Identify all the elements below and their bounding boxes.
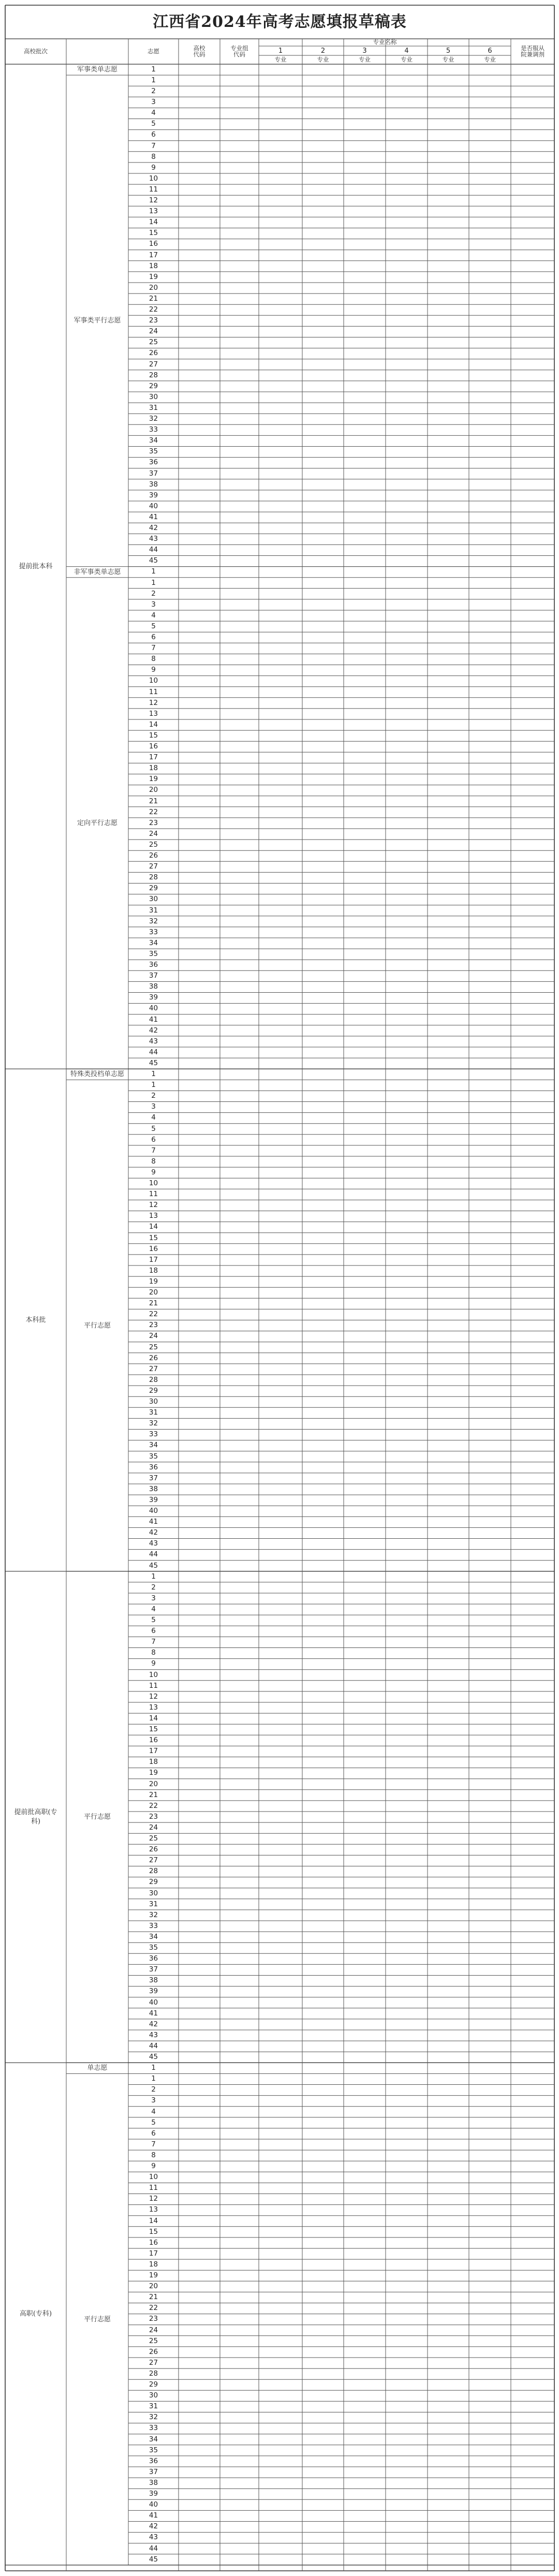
row-number: 1 xyxy=(151,1070,156,1078)
row-number: 32 xyxy=(149,1910,158,1919)
row-number: 16 xyxy=(149,240,158,248)
row-number: 25 xyxy=(149,1834,158,1843)
row-number: 5 xyxy=(151,2118,156,2127)
row-number: 9 xyxy=(151,1659,156,1668)
row-number: 14 xyxy=(149,1223,158,1231)
row-number: 8 xyxy=(151,655,156,664)
row-number: 35 xyxy=(149,1944,158,1952)
row-number: 23 xyxy=(149,2315,158,2323)
row-number: 39 xyxy=(149,1987,158,1996)
row-number: 35 xyxy=(149,949,158,958)
header-major-group-code xyxy=(220,43,259,61)
row-number: 27 xyxy=(149,862,158,871)
row-number: 35 xyxy=(149,447,158,456)
row-number: 22 xyxy=(149,807,158,816)
row-number: 28 xyxy=(149,1375,158,1384)
row-number: 22 xyxy=(149,2304,158,2313)
row-number: 18 xyxy=(149,1758,158,1767)
row-number: 25 xyxy=(149,840,158,849)
row-number: 45 xyxy=(149,2555,158,2564)
header-major-name: 专业名称 xyxy=(373,38,397,46)
row-number: 37 xyxy=(149,469,158,478)
row-number: 19 xyxy=(149,1769,158,1777)
row-number: 43 xyxy=(149,1539,158,1548)
row-number: 38 xyxy=(149,1976,158,1985)
row-number: 13 xyxy=(149,709,158,718)
row-number: 2 xyxy=(151,1092,156,1100)
row-number: 44 xyxy=(149,2544,158,2553)
row-number: 6 xyxy=(151,1627,156,1636)
row-number: 39 xyxy=(149,491,158,499)
row-number: 36 xyxy=(149,1463,158,1471)
row-number: 36 xyxy=(149,2456,158,2465)
row-number: 29 xyxy=(149,1878,158,1887)
row-number: 18 xyxy=(149,2260,158,2269)
row-number: 45 xyxy=(149,1058,158,1067)
row-number: 3 xyxy=(151,98,156,107)
row-number: 2 xyxy=(151,589,156,598)
row-number: 26 xyxy=(149,1353,158,1362)
row-number: 28 xyxy=(149,2369,158,2378)
row-number: 36 xyxy=(149,458,158,467)
row-number: 44 xyxy=(149,546,158,554)
row-number: 10 xyxy=(149,676,158,685)
row-number: 30 xyxy=(149,392,158,401)
row-number: 17 xyxy=(149,251,158,259)
header-school-code xyxy=(179,43,219,61)
row-number: 40 xyxy=(149,502,158,510)
row-number: 24 xyxy=(149,327,158,336)
row-number: 39 xyxy=(149,1495,158,1504)
row-number: 12 xyxy=(149,698,158,707)
row-number: 28 xyxy=(149,873,158,882)
major-number-5: 5 xyxy=(446,47,451,55)
row-number: 31 xyxy=(149,1900,158,1908)
row-number: 30 xyxy=(149,2391,158,2400)
row-number: 10 xyxy=(149,1670,158,1679)
row-number: 23 xyxy=(149,1321,158,1330)
row-number: 2 xyxy=(151,1583,156,1592)
row-number: 31 xyxy=(149,403,158,412)
single-volunteer-label: 单志愿 xyxy=(87,2064,108,2072)
header-volunteer: 志愿 xyxy=(148,47,159,55)
row-number: 9 xyxy=(151,2162,156,2170)
row-number: 39 xyxy=(149,2490,158,2498)
row-number: 8 xyxy=(151,1648,156,1657)
row-number: 13 xyxy=(149,207,158,216)
row-number: 10 xyxy=(149,2173,158,2182)
row-number: 5 xyxy=(151,1616,156,1624)
row-number: 42 xyxy=(149,524,158,532)
row-number: 8 xyxy=(151,1157,156,1166)
row-number: 41 xyxy=(149,512,158,521)
major-number-3: 3 xyxy=(362,47,367,55)
major-sub-label: 专业 xyxy=(401,55,413,63)
row-number: 43 xyxy=(149,2533,158,2542)
row-number: 17 xyxy=(149,753,158,762)
row-number: 22 xyxy=(149,305,158,314)
row-number: 36 xyxy=(149,961,158,969)
row-number: 16 xyxy=(149,1736,158,1745)
row-number: 38 xyxy=(149,2478,158,2487)
row-number: 40 xyxy=(149,1004,158,1013)
row-number: 41 xyxy=(149,1015,158,1024)
row-number: 34 xyxy=(149,938,158,947)
row-number: 19 xyxy=(149,1277,158,1286)
row-number: 27 xyxy=(149,2358,158,2367)
row-number: 12 xyxy=(149,196,158,204)
row-number: 31 xyxy=(149,906,158,915)
row-number: 18 xyxy=(149,1266,158,1275)
row-number: 29 xyxy=(149,2380,158,2389)
row-number: 5 xyxy=(151,1124,156,1133)
row-number: 23 xyxy=(149,1812,158,1821)
row-number: 3 xyxy=(151,1102,156,1111)
row-number: 33 xyxy=(149,1430,158,1439)
row-number: 26 xyxy=(149,1845,158,1854)
row-number: 26 xyxy=(149,349,158,358)
row-number: 38 xyxy=(149,1484,158,1493)
row-number: 4 xyxy=(151,611,156,620)
single-volunteer-label: 军事类单志愿 xyxy=(77,66,117,74)
row-number: 43 xyxy=(149,1037,158,1046)
row-number: 11 xyxy=(149,687,158,696)
row-number: 18 xyxy=(149,764,158,773)
row-number: 42 xyxy=(149,2020,158,2028)
row-number: 24 xyxy=(149,2325,158,2334)
row-number: 32 xyxy=(149,1419,158,1428)
parallel-volunteer-label: 平行志愿 xyxy=(83,1321,111,1330)
row-number: 20 xyxy=(149,1288,158,1297)
header-text-line: 是否服从 xyxy=(521,45,545,52)
row-number: 29 xyxy=(149,1386,158,1395)
row-number: 21 xyxy=(149,1790,158,1799)
row-number: 17 xyxy=(149,1255,158,1264)
single-volunteer-label: 特殊类投档单志愿 xyxy=(70,1070,124,1079)
row-number: 19 xyxy=(149,775,158,784)
row-number: 11 xyxy=(149,1681,158,1690)
row-number: 32 xyxy=(149,415,158,423)
row-number: 12 xyxy=(149,1201,158,1210)
row-number: 1 xyxy=(151,65,156,73)
row-number: 34 xyxy=(149,1441,158,1450)
row-number: 41 xyxy=(149,2511,158,2520)
major-sub-label: 专业 xyxy=(359,55,371,63)
row-number: 4 xyxy=(151,2107,156,2116)
row-number: 30 xyxy=(149,895,158,904)
row-number: 12 xyxy=(149,2195,158,2203)
row-number: 10 xyxy=(149,174,158,183)
row-number: 10 xyxy=(149,1179,158,1187)
single-volunteer-label: 非军事类单志愿 xyxy=(73,568,121,576)
row-number: 16 xyxy=(149,2238,158,2247)
row-number: 33 xyxy=(149,1921,158,1930)
row-number: 37 xyxy=(149,1474,158,1482)
row-number: 19 xyxy=(149,2271,158,2279)
row-number: 33 xyxy=(149,928,158,936)
batch-label: 提前批高职(专科) xyxy=(14,1808,57,1826)
row-number: 42 xyxy=(149,1026,158,1035)
row-number: 5 xyxy=(151,120,156,128)
batch-label: 高职(专科) xyxy=(19,2309,52,2318)
row-number: 1 xyxy=(151,1081,156,1090)
row-number: 15 xyxy=(149,2227,158,2236)
row-number: 15 xyxy=(149,229,158,238)
row-number: 6 xyxy=(151,633,156,641)
row-number: 43 xyxy=(149,2030,158,2039)
row-number: 24 xyxy=(149,829,158,838)
row-number: 3 xyxy=(151,1594,156,1602)
row-number: 20 xyxy=(149,2282,158,2291)
row-number: 12 xyxy=(149,1692,158,1701)
parallel-volunteer-label: 平行志愿 xyxy=(83,1813,111,1821)
row-number: 33 xyxy=(149,2424,158,2433)
row-number: 11 xyxy=(149,2184,158,2192)
row-number: 14 xyxy=(149,218,158,227)
row-number: 22 xyxy=(149,1801,158,1810)
row-number: 7 xyxy=(151,1146,156,1155)
row-number: 1 xyxy=(151,567,156,576)
row-number: 34 xyxy=(149,2435,158,2443)
row-number: 34 xyxy=(149,436,158,445)
row-number: 1 xyxy=(151,76,156,84)
row-number: 40 xyxy=(149,1998,158,2007)
row-number: 45 xyxy=(149,1561,158,1570)
row-number: 40 xyxy=(149,1507,158,1515)
row-number: 2 xyxy=(151,87,156,95)
major-sub-label: 专业 xyxy=(484,55,496,63)
batch-label: 本科批 xyxy=(25,1316,46,1324)
row-number: 13 xyxy=(149,1703,158,1712)
row-number: 14 xyxy=(149,1714,158,1723)
major-sub-label: 专业 xyxy=(317,55,329,63)
row-number: 27 xyxy=(149,1856,158,1865)
row-number: 1 xyxy=(151,2074,156,2083)
header-text-line: 专业组 xyxy=(230,45,248,52)
row-number: 35 xyxy=(149,1452,158,1461)
major-number-6: 6 xyxy=(488,47,492,55)
row-number: 7 xyxy=(151,2140,156,2148)
form-title: 江西省2024年高考志愿填报草稿表 xyxy=(153,12,407,31)
row-number: 9 xyxy=(151,1168,156,1176)
row-number: 11 xyxy=(149,1190,158,1199)
row-number: 8 xyxy=(151,152,156,161)
row-number: 27 xyxy=(149,360,158,369)
row-number: 30 xyxy=(149,1397,158,1406)
row-number: 41 xyxy=(149,2009,158,2018)
row-number: 7 xyxy=(151,1638,156,1646)
row-number: 25 xyxy=(149,338,158,347)
row-number: 44 xyxy=(149,1048,158,1056)
row-number: 29 xyxy=(149,381,158,390)
row-number: 35 xyxy=(149,2446,158,2454)
header-batch: 高校批次 xyxy=(24,47,48,55)
row-number: 1 xyxy=(151,1572,156,1581)
row-number: 24 xyxy=(149,1823,158,1832)
row-number: 32 xyxy=(149,2413,158,2422)
parallel-volunteer-label: 军事类平行志愿 xyxy=(73,317,121,325)
row-number: 31 xyxy=(149,1408,158,1417)
row-number: 25 xyxy=(149,2336,158,2345)
parallel-volunteer-label: 定向平行志愿 xyxy=(77,819,117,827)
row-number: 29 xyxy=(149,884,158,893)
row-number: 38 xyxy=(149,982,158,991)
header-text-line: 代码 xyxy=(193,50,205,58)
major-sub-label: 专业 xyxy=(442,55,454,63)
row-number: 19 xyxy=(149,272,158,281)
row-number: 15 xyxy=(149,731,158,740)
row-number: 9 xyxy=(151,163,156,172)
row-number: 45 xyxy=(149,556,158,565)
row-number: 26 xyxy=(149,851,158,860)
row-number: 14 xyxy=(149,720,158,729)
row-number: 28 xyxy=(149,1867,158,1876)
row-number: 36 xyxy=(149,1954,158,1963)
row-number: 16 xyxy=(149,742,158,750)
row-number: 16 xyxy=(149,1244,158,1253)
row-number: 3 xyxy=(151,2096,156,2105)
row-number: 41 xyxy=(149,1518,158,1526)
row-number: 27 xyxy=(149,1364,158,1373)
row-number: 11 xyxy=(149,185,158,194)
row-number: 4 xyxy=(151,1605,156,1613)
row-number: 15 xyxy=(149,1233,158,1242)
row-number: 2 xyxy=(151,2085,156,2094)
row-number: 45 xyxy=(149,2053,158,2061)
row-number: 42 xyxy=(149,1528,158,1537)
row-number: 5 xyxy=(151,622,156,630)
row-number: 42 xyxy=(149,2522,158,2531)
row-number: 20 xyxy=(149,283,158,292)
row-number: 8 xyxy=(151,2151,156,2159)
header-adjust xyxy=(511,41,554,62)
row-number: 38 xyxy=(149,480,158,489)
row-number: 9 xyxy=(151,666,156,674)
row-number: 6 xyxy=(151,1135,156,1144)
header-text-line: 代码 xyxy=(233,50,245,58)
row-number: 3 xyxy=(151,600,156,609)
row-number: 32 xyxy=(149,917,158,925)
row-number: 14 xyxy=(149,2216,158,2225)
row-number: 13 xyxy=(149,1212,158,1220)
row-number: 33 xyxy=(149,425,158,434)
row-number: 1 xyxy=(151,2064,156,2072)
row-number: 15 xyxy=(149,1725,158,1733)
row-number: 4 xyxy=(151,109,156,117)
parallel-volunteer-label: 平行志愿 xyxy=(83,2315,111,2323)
batch-label: 提前批本科 xyxy=(19,562,53,570)
row-number: 23 xyxy=(149,316,158,325)
major-number-2: 2 xyxy=(320,47,326,55)
row-number: 22 xyxy=(149,1310,158,1319)
major-sub-label: 专业 xyxy=(274,55,287,63)
row-number: 37 xyxy=(149,2467,158,2476)
row-number: 44 xyxy=(149,2041,158,2050)
row-number: 21 xyxy=(149,797,158,805)
row-number: 6 xyxy=(151,130,156,139)
row-number: 7 xyxy=(151,141,156,150)
row-number: 21 xyxy=(149,2293,158,2302)
row-number: 21 xyxy=(149,294,158,303)
row-number: 4 xyxy=(151,1113,156,1122)
row-number: 17 xyxy=(149,1747,158,1756)
row-number: 34 xyxy=(149,1932,158,1941)
header-text-line: 院兼调剂 xyxy=(521,50,545,58)
row-number: 28 xyxy=(149,371,158,379)
row-number: 43 xyxy=(149,535,158,543)
row-number: 23 xyxy=(149,818,158,827)
row-number: 37 xyxy=(149,1965,158,1974)
row-number: 39 xyxy=(149,993,158,1002)
row-number: 20 xyxy=(149,1779,158,1788)
row-number: 25 xyxy=(149,1343,158,1351)
header-text-line: 高校 xyxy=(193,45,205,52)
row-number: 7 xyxy=(151,644,156,653)
major-number-1: 1 xyxy=(278,47,283,55)
row-number: 31 xyxy=(149,2402,158,2411)
row-number: 13 xyxy=(149,2205,158,2214)
row-number: 1 xyxy=(151,578,156,587)
major-number-4: 4 xyxy=(404,47,409,55)
row-number: 44 xyxy=(149,1550,158,1559)
row-number: 26 xyxy=(149,2347,158,2356)
row-number: 30 xyxy=(149,1889,158,1897)
row-number: 6 xyxy=(151,2129,156,2138)
row-number: 24 xyxy=(149,1332,158,1341)
row-number: 20 xyxy=(149,786,158,794)
row-number: 37 xyxy=(149,971,158,980)
row-number: 21 xyxy=(149,1299,158,1308)
row-number: 40 xyxy=(149,2500,158,2509)
row-number: 18 xyxy=(149,261,158,270)
row-number: 17 xyxy=(149,2249,158,2258)
